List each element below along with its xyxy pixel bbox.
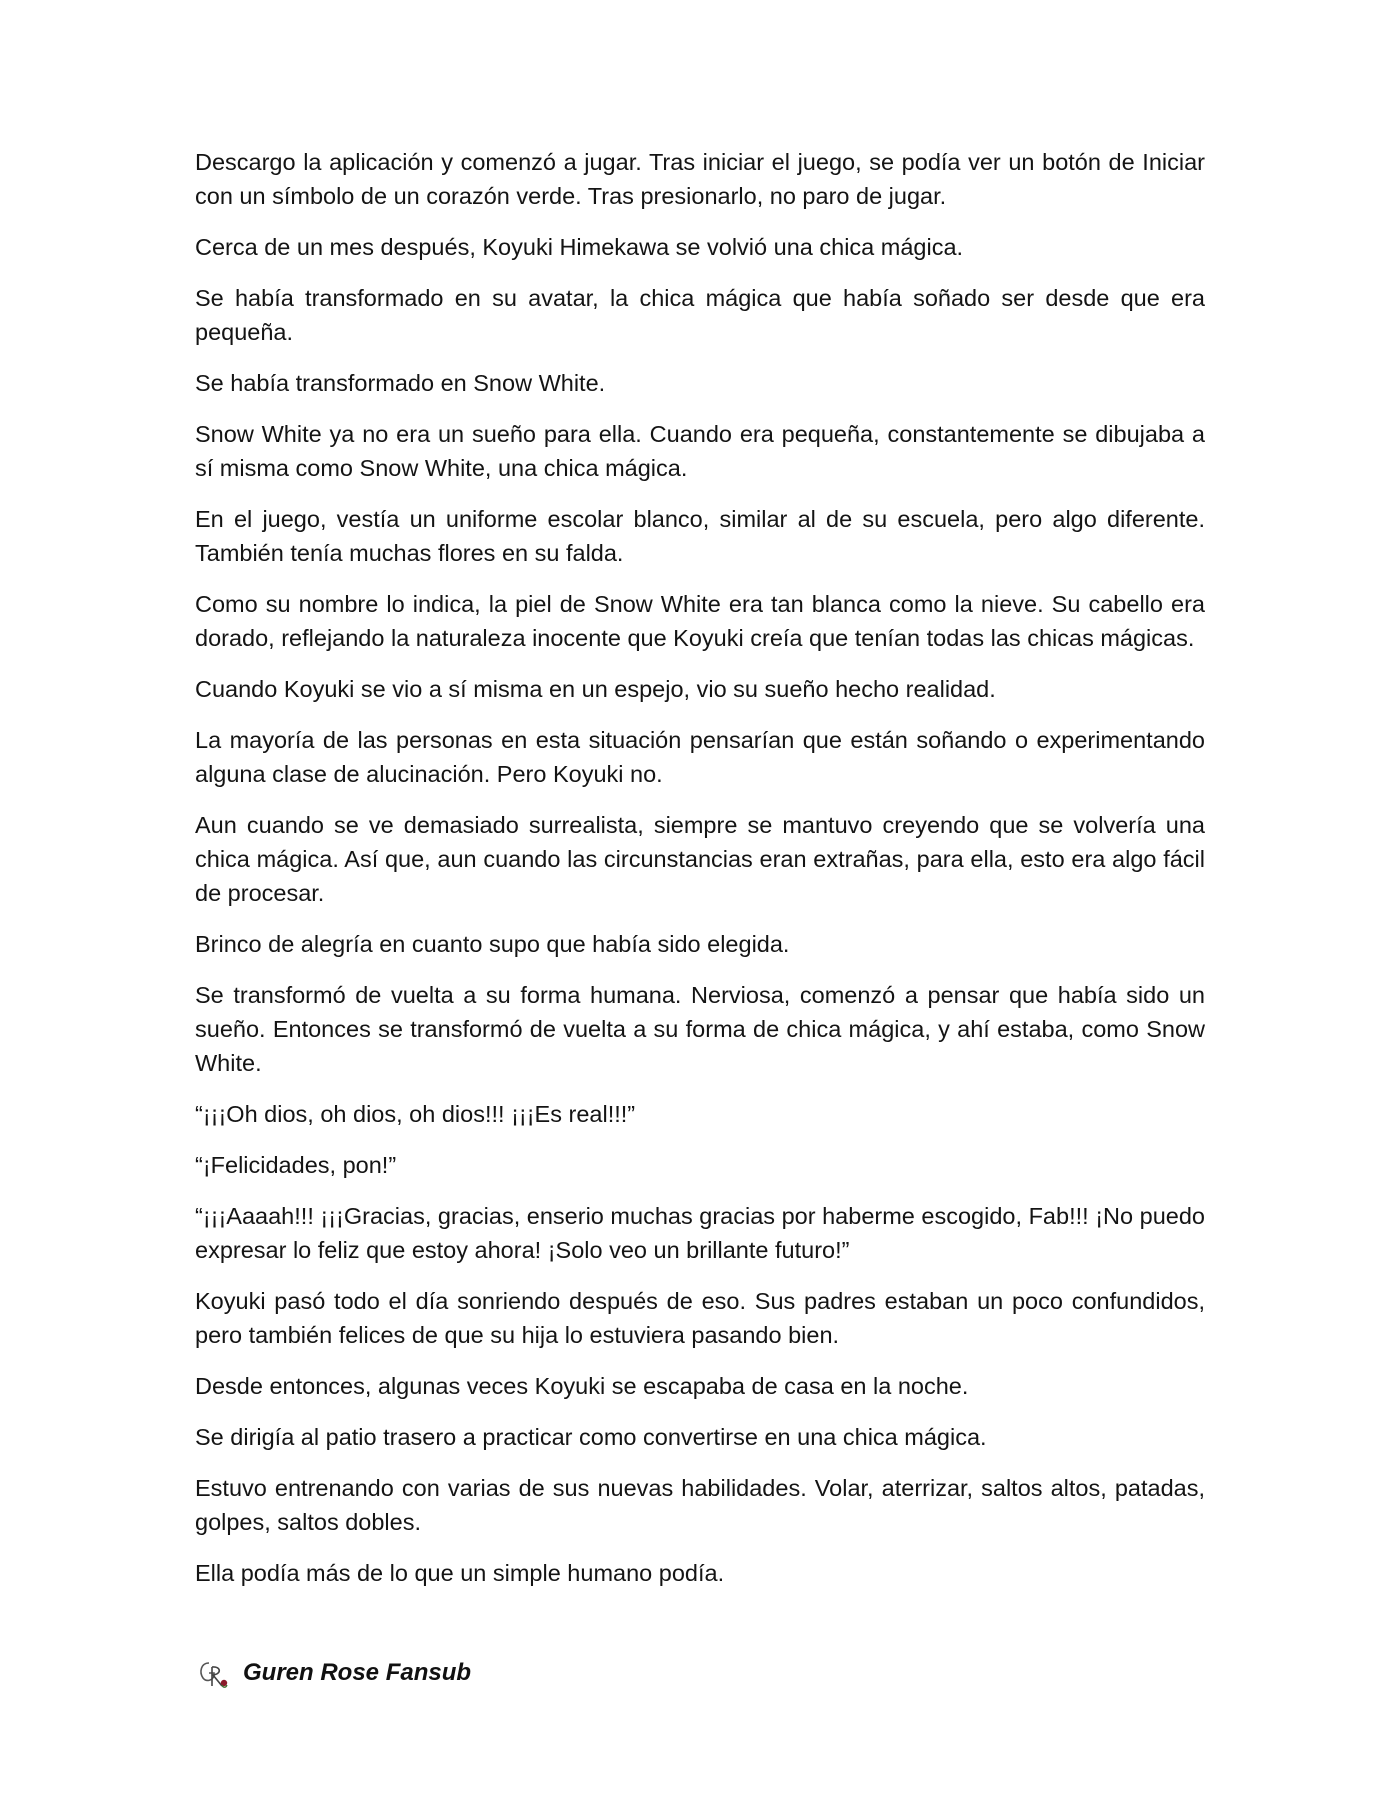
gr-monogram-logo-icon: [195, 1654, 233, 1692]
paragraph: Se transformó de vuelta a su forma humana. Nerviosa, comenzó a pensar que había sido un sueño. Entonces se transformó de vuelta a su forma de chica mágica, y ahí estaba, como Snow White.: [195, 982, 1205, 1076]
paragraph: En el juego, vestía un uniforme escolar blanco, similar al de su escuela, pero algo diferente. También tenía muchas flores en su falda.: [195, 506, 1205, 566]
fansub-credit-text: Guren Rose Fansub: [243, 1659, 472, 1686]
document-body: [195, 145, 1205, 1607]
paragraph: Desde entonces, algunas veces Koyuki se escapaba de casa en la noche.: [195, 1373, 969, 1399]
dialogue-line: “¡Felicidades, pon!”: [195, 1152, 397, 1178]
paragraph: Cerca de un mes después, Koyuki Himekawa se volvió una chica mágica.: [195, 234, 964, 260]
paragraph: Se había transformado en Snow White.: [195, 370, 606, 396]
paragraph: Se había transformado en su avatar, la chica mágica que había soñado ser desde que era pequeña.: [195, 285, 1205, 345]
dialogue-line: “¡¡¡Aaaah!!! ¡¡¡Gracias, gracias, enserio muchas gracias por haberme escogido, Fab!!! ¡No puedo expresar lo feliz que estoy ahora! ¡Solo veo un brillante futuro!”: [195, 1203, 1205, 1263]
paragraph: Cuando Koyuki se vio a sí misma en un espejo, vio su sueño hecho realidad.: [195, 676, 996, 702]
paragraph: Aun cuando se ve demasiado surrealista, siempre se mantuvo creyendo que se volvería una chica mágica. Así que, aun cuando las circunstancias eran extrañas, para ella, esto era algo fácil de procesar.: [195, 812, 1205, 906]
footer-credit: [195, 1654, 471, 1692]
paragraph: La mayoría de las personas en esta situación pensarían que están soñando o experimentando alguna clase de alucinación. Pero Koyuki no.: [195, 727, 1205, 787]
paragraph: Brinco de alegría en cuanto supo que había sido elegida.: [195, 931, 790, 957]
paragraph: Estuvo entrenando con varias de sus nuevas habilidades. Volar, aterrizar, saltos altos, patadas, golpes, saltos dobles.: [195, 1475, 1205, 1535]
paragraph: Ella podía más de lo que un simple humano podía.: [195, 1560, 725, 1586]
dialogue-line: “¡¡¡Oh dios, oh dios, oh dios!!! ¡¡¡Es real!!!”: [195, 1101, 636, 1127]
paragraph: Descargo la aplicación y comenzó a jugar. Tras iniciar el juego, se podía ver un botón de Iniciar con un símbolo de un corazón verde. Tras presionarlo, no paro de jugar.: [195, 149, 1205, 209]
paragraph: Koyuki pasó todo el día sonriendo después de eso. Sus padres estaban un poco confundidos, pero también felices de que su hija lo estuviera pasando bien.: [195, 1288, 1205, 1348]
paragraph: Se dirigía al patio trasero a practicar como convertirse en una chica mágica.: [195, 1424, 987, 1450]
paragraph: Snow White ya no era un sueño para ella. Cuando era pequeña, constantemente se dibujaba a sí misma como Snow White, una chica mágica.: [195, 421, 1205, 481]
paragraph: Como su nombre lo indica, la piel de Snow White era tan blanca como la nieve. Su cabello era dorado, reflejando la naturaleza inocente que Koyuki creía que tenían todas las chicas mágicas.: [195, 591, 1205, 651]
